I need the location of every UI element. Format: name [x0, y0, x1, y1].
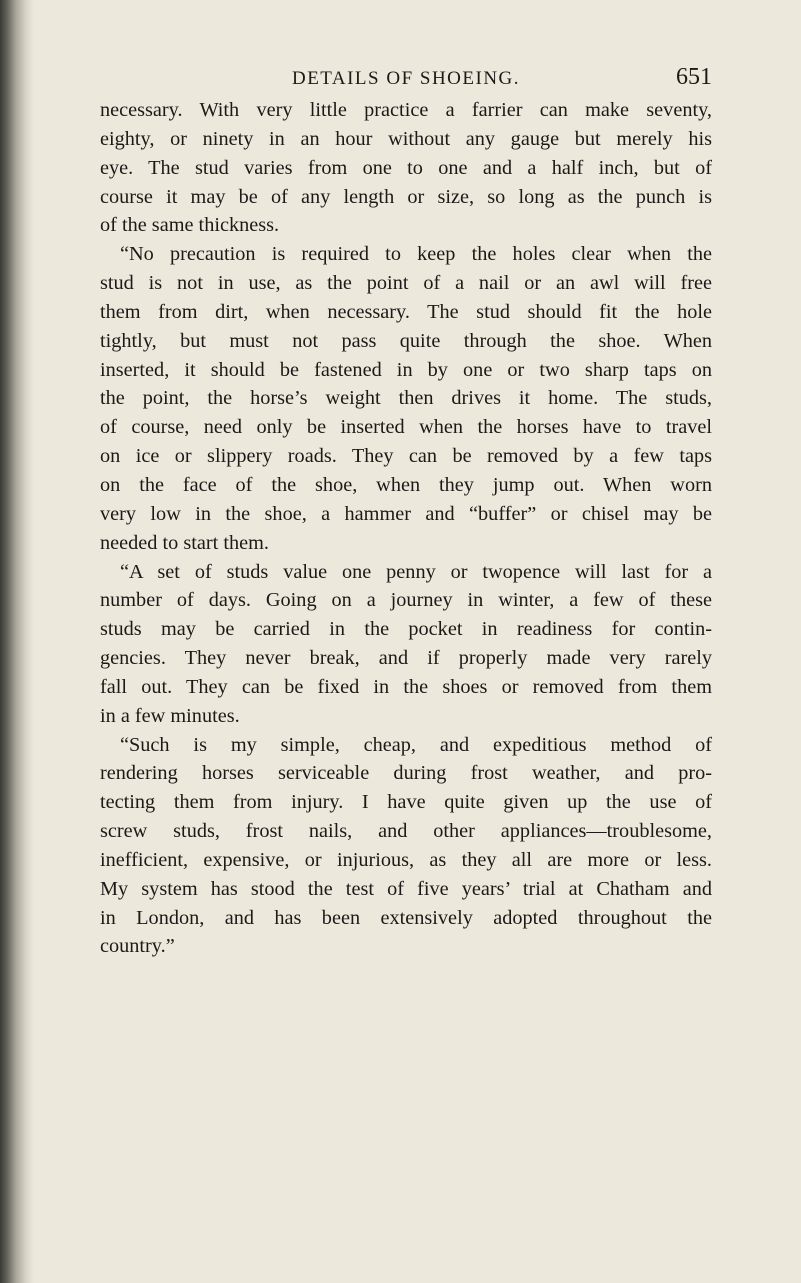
text-line: on ice or slippery roads. They can be removed by a few taps [100, 445, 712, 468]
text-line: number of days. Going on a journey in winter, a few of these [100, 589, 712, 612]
text-line: screw studs, frost nails, and other appliances—troublesome, [100, 820, 712, 843]
text-line: them from dirt, when necessary. The stud should fit the hole [100, 300, 712, 323]
running-title: DETAILS OF SHOEING. [291, 68, 521, 89]
text-line: needed to start them. [100, 531, 269, 554]
body-text [100, 96, 712, 961]
text-line: necessary. With very little practice a farrier can make seventy, [100, 99, 712, 121]
text-line: My system has stood the test of five years’ trial at Chatham and [100, 877, 712, 900]
text-line: in a few minutes. [100, 704, 240, 727]
text-line: stud is not in use, as the point of a nail or an awl will free [100, 272, 712, 295]
text-line: inserted, it should be fastened in by one or two sharp taps on [100, 358, 712, 381]
text-line: eye. The stud varies from one to one and a half inch, but of [100, 156, 712, 179]
text-line: of the same thickness. [100, 214, 280, 237]
running-head [100, 64, 712, 94]
text-line: the point, the horse’s weight then drives it home. The studs, [100, 387, 712, 410]
text-line: “A set of studs value one penny or twopence will last for a [120, 560, 712, 583]
text-line: rendering horses serviceable during frost weather, and pro- [100, 762, 712, 785]
text-line: “Such is my simple, cheap, and expeditious method of [120, 733, 712, 756]
text-line: tecting them from injury. I have quite given up the use of [100, 791, 712, 814]
text-line: course it may be of any length or size, so long as the punch is [100, 185, 712, 208]
text-line: very low in the shoe, a hammer and “buffer” or chisel may be [100, 502, 712, 525]
text-line: on the face of the shoe, when they jump out. When worn [100, 473, 712, 496]
text-line: eighty, or ninety in an hour without any gauge but merely his [100, 127, 712, 150]
page-number: 651 [676, 64, 712, 90]
text-line: tightly, but must not pass quite through the shoe. When [100, 329, 712, 352]
text-line: in London, and has been extensively adopted throughout the [100, 906, 712, 929]
text-line: gencies. They never break, and if properly made very rarely [100, 647, 712, 670]
text-line: “No precaution is required to keep the holes clear when the [120, 243, 712, 266]
text-line: inefficient, expensive, or injurious, as they all are more or less. [100, 848, 712, 871]
text-line: of course, need only be inserted when the horses have to travel [100, 416, 712, 439]
text-line: country.” [100, 935, 175, 958]
text-line: studs may be carried in the pocket in readiness for contin- [100, 618, 712, 641]
text-line: fall out. They can be fixed in the shoes or removed from them [100, 675, 712, 698]
